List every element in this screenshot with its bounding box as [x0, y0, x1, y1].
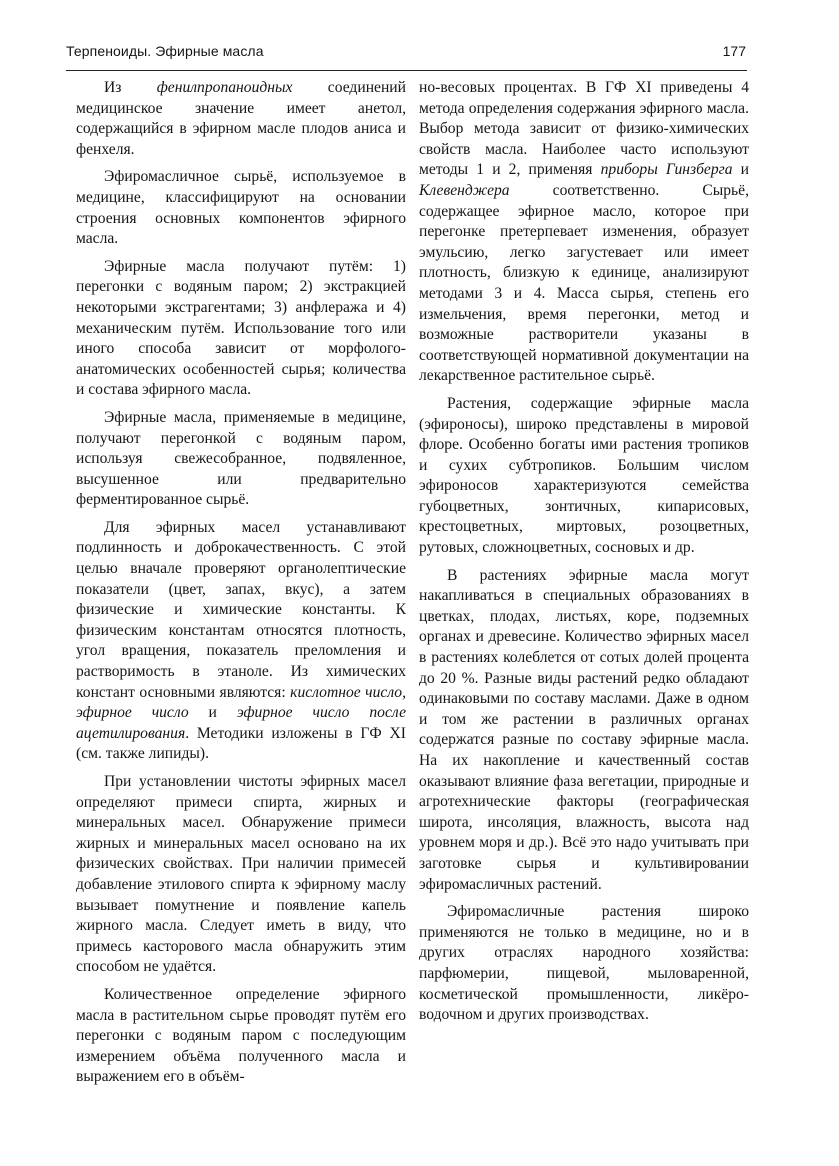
paragraph-purity: При установлении чистоты эфирных масел определяют примеси спирта, жирных и минеральных масел. Обнаружение примеси жирных и минеральных масел основано на их физических свойствах. При наличии примесей добавление этилового спирта к эфирному маслу вызывает помутнение и появление капель жирного масла. Следует иметь в виду, что примесь касторового масла обнаружить этим способом не удаётся. [76, 773, 406, 976]
term-acid-ester-number: кислотное число, эфирное число [76, 683, 407, 722]
paragraph-phenylpropanoids: Из фенилпропаноидных соединений медицинское значение имеет анетол, содержащийся в эфирном масле плодов аниса и фенхеля. [76, 79, 406, 158]
paragraph-methods-continued: но-весовых процентах. В ГФ XI приведены 4 метода определения содержания эфирного масла. Выбор метода зависит от физико-химических свойств масла. Наиболее часто используют методы 1 и 2, применяя приборы Гинзберга и Клевенджера соответственно. Сырьё, содержащее эфирное масло, которое при перегонке претерпевает изменения, образует эмульсию, легко загустевает или имеет плотность, близкую к единице, анализируют методами 3 и 4. Масса сырья, степень его измельчения, время перегонки, метод и возможные растворители указаны в соответствующей нормативной документации на лекарственное растительное сырьё. [419, 79, 750, 385]
page-header [66, 40, 746, 64]
right-column [419, 78, 749, 1026]
paragraph-plant-families: Растения, содержащие эфирные масла (эфироносы), широко представлены в мировой флоре. Особенно богаты ими растения тропиков и сухих субтропиков. Большим числом эфироносов характеризуются семейства губоцветных, зонтичных, кипарисовых, крестоцветных, миртовых, розоцветных, рутовых, сложноцветных, сосновых и др. [419, 394, 749, 557]
paragraph-classification: Эфиромасличное сырьё, используемое в медицине, классифицируют на основании строения основных компонентов эфирного масла. [76, 168, 406, 248]
term-ester-number-acetylation: эфирное число после ацетилирования [76, 704, 406, 742]
paragraph-applications: Эфиромасличные растения широко применяются не только в медицине, но и в других отраслях народного хозяйства: парфюмерии, пищевой, мыловаренной, косметической промышленности, ликёро-водочном и других производствах. [419, 903, 749, 1024]
paragraph-quality-constants: Для эфирных масел устанавливают подлинность и доброкачественность. С этой целью вначале проверяют органолептические показатели (цвет, запах, вкус), а затем физические и химические константы. К физическим константам относятся плотность, угол вращения, показатель преломления и растворимость в этаноле. Из химических констант основными являются: кислотное число, эфирное число и эфирное число после ацетилирования. Методики изложены в ГФ XI (см. также липиды). [76, 518, 407, 763]
header-rule [66, 70, 747, 71]
left-column [76, 78, 406, 1088]
paragraph-accumulation: В растениях эфирные масла могут накапливаться в специальных образованиях в цветках, плодах, листьях, коре, подземных органах и древесине. Количество эфирных масел в растениях колеблется от сотых долей процента до 20 %. Разные виды растений редко обладают одинаковыми по составу маслами. Даже в одном и том же растении в различных органах содержатся разные по составу эфирные масла. На их накопление и качественный состав оказывают влияние фаза вегетации, природные и агротехнические факторы (географическая широта, инсоляция, влажность, высота над уровнем моря и др.). Всё это надо учитывать при заготовке сырья и культивировании эфиромасличных растений. [419, 566, 749, 893]
paragraph-extraction-methods: Эфирные масла получают путём: 1) перегонки с водяным паром; 2) экстракцией некоторыми экстрагентами; 3) анфлеража и 4) механическим путём. Использование того или иного способа зависит от морфолого-анатомических особенностей сырья; количества и состава эфирного масла. [76, 257, 406, 399]
term-clevenger: Клевенджера [419, 181, 510, 199]
term-ginzberg-apparatus: приборы Гинзберга [600, 161, 733, 179]
page-number: 177 [722, 43, 746, 59]
term-phenylpropanoids: фенилпропаноидных [156, 79, 293, 96]
paragraph-steam-distillation: Эфирные масла, применяемые в медицине, получают перегонкой с водяным паром, используя свежесобранное, подвяленное, высушенное или предварительно ферментированное сырьё. [76, 408, 406, 509]
running-title: Терпеноиды. Эфирные масла [66, 43, 264, 59]
paragraph-quantitative: Количественное определение эфирного масла в растительном сырье проводят путём его перегонки с водяным паром с последующим измерением объёма полученного масла и выражением его в объём- [76, 985, 406, 1086]
